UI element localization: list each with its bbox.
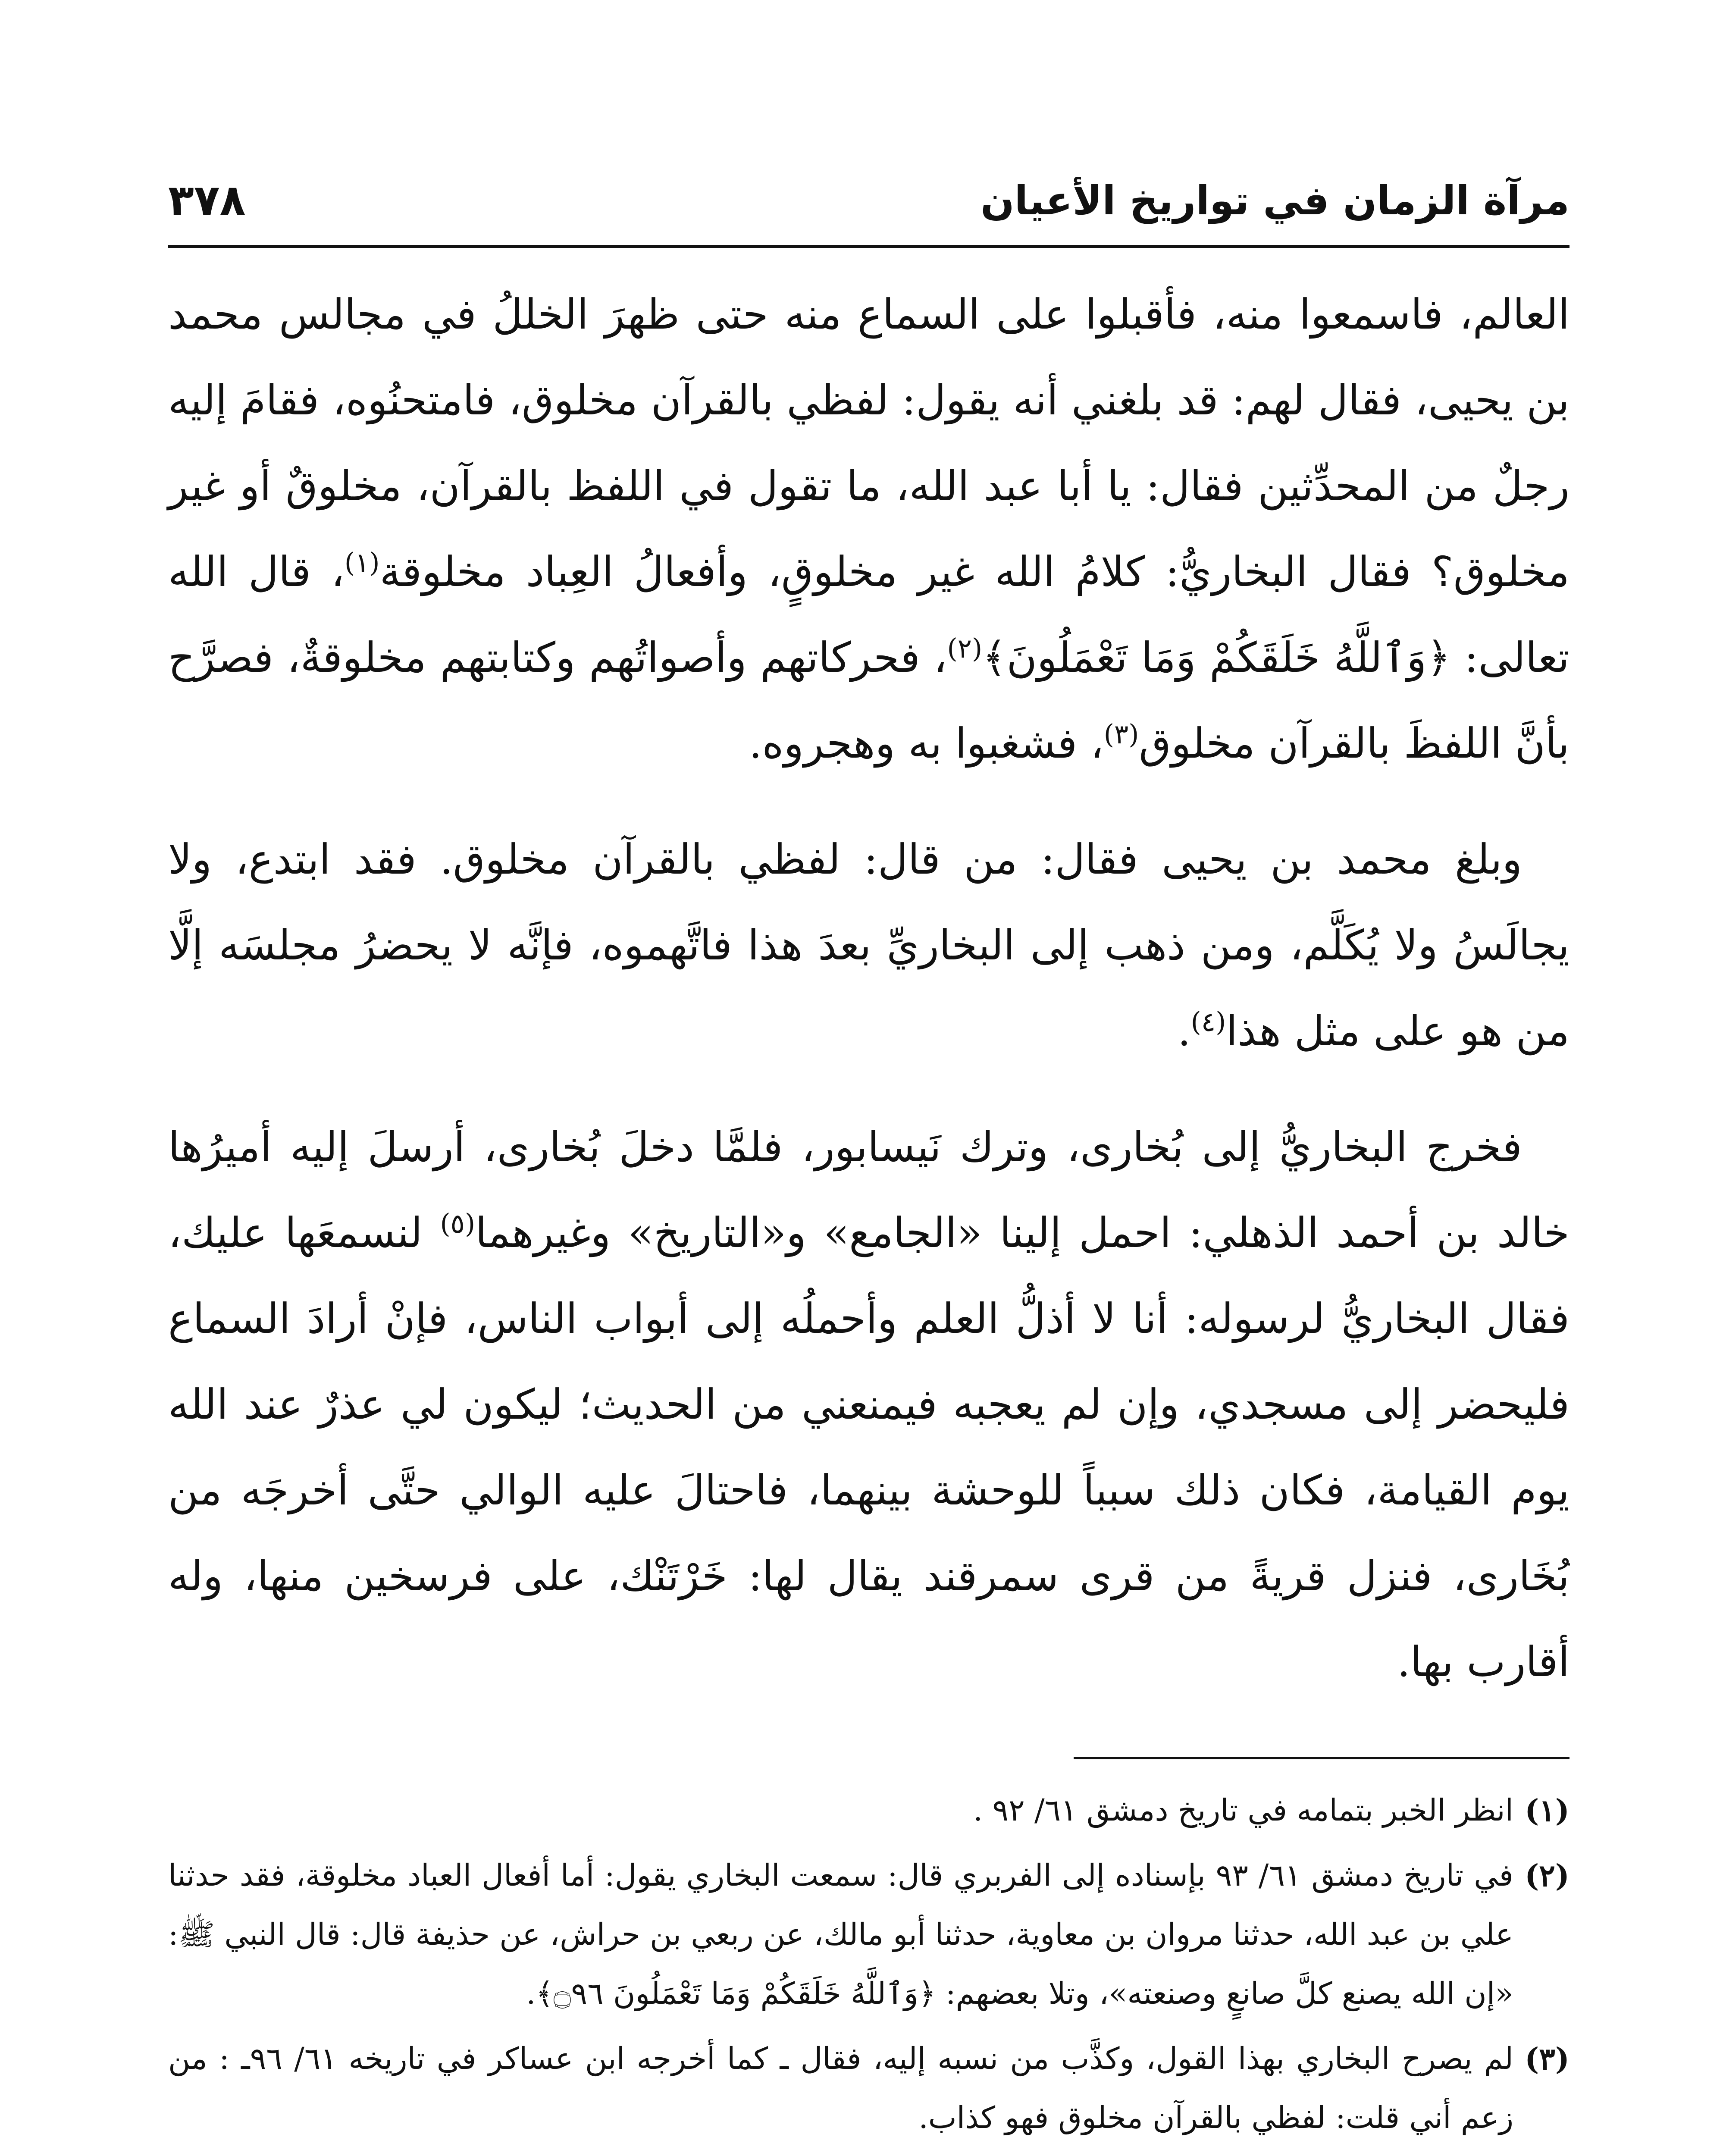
paragraph-3-text-a: فخرج البخاريُّ إلى بُخارى، وترك نَيسابور، فلمَّا دخلَ بُخارى، أرسلَ إليه أميرُها خالد بن أحمد الذهلي: احمل إلينا «الجامع» و«التاريخ» وغيرهما [168, 1123, 1570, 1257]
running-header [168, 164, 1569, 237]
note-ref-5: (٥) [440, 1208, 476, 1239]
paragraph-1-text-a: العالم، فاسمعوا منه، فأقبلوا على السماع منه حتى ظهرَ الخللُ في مجالس محمد بن يحيى، فقال لهم: قد بلغني أنه يقول: لفظي بالقرآن مخلوق، فامتحنُوه، فقامَ إليه رجلٌ من المحدِّثين فقال: يا أبا عبد الله، ما تقول في اللفظ بالقرآن، مخلوقٌ أو غير مخلوق؟ فقال البخاريُّ: كلامُ الله غير مخلوقٍ، وأفعالُ العِباد مخلوقة [168, 290, 1570, 596]
footnote-text [168, 1781, 1513, 1840]
footnote-line [168, 2154, 1513, 2156]
footnote-line: انظر الخبر بتمامه في تاريخ دمشق ٦١/ ٩٢ . [973, 1792, 1513, 1828]
footnote-1 [168, 1781, 1569, 1840]
paragraph-2-text-a: وبلغ محمد بن يحيى فقال: من قال: لفظي بالقرآن مخلوق. فقد ابتدع، ولا يجالَسُ ولا يُكَلَّم، ومن ذهب إلى البخاريِّ بعدَ هذا فاتَّهموه، فإنَّه لا يحضرُ مجلسَه إلَّا من هو على مثل هذا [168, 835, 1569, 1055]
paragraph-3 [168, 1104, 1569, 1705]
footnote-rule [1074, 1757, 1569, 1759]
footnote-2 [168, 1846, 1569, 2023]
footnotes [168, 1781, 1569, 2156]
header-rule [168, 245, 1569, 248]
paragraph-1 [168, 272, 1569, 787]
page-number: ٣٧٨ [168, 176, 246, 225]
running-title: مرآة الزمان في تواريخ الأعيان [981, 177, 1569, 224]
book-page [168, 129, 1569, 2156]
footnote-line: في تاريخ دمشق ٦١/ ٩٣ بإسناده إلى الفربري قال: سمعت البخاري يقول: أما أفعال العباد مخلوقة، فقد حدثنا علي بن عبد الله، حدثنا مروان بن معاوية، حدثنا أبو مالك، عن ربعي بن حراش، عن حذيفة قال: قال النبي ﷺ: «إن الله يصنع كلَّ صانعٍ وصنعته»، وتلا بعضهم: ﴿وَٱللَّهُ خَلَقَكُمْ وَمَا تَعْمَلُونَ ۝٩٦﴾. [168, 1858, 1513, 2011]
paragraph-1-text-d: ، فشغبوا به وهجروه. [749, 719, 1104, 768]
footnote-number: (٢) [1525, 1858, 1569, 1893]
footnote-text [168, 1846, 1513, 2023]
note-ref-4: (٤) [1190, 1006, 1226, 1037]
paragraph-3-text-b: لنسمعَها عليك، فقال البخاريُّ لرسوله: أنا لا أذلُّ العلم وأحملُه إلى أبواب الناس، فإنْ أرادَ السماع فليحضر إلى مسجدي، وإن لم يعجبه فيمنعني من الحديث؛ ليكون لي عذرٌ عند الله يوم القيامة، فكان ذلك سبباً للوحشة بينهما، فاحتالَ عليه الوالي حتَّى أخرجَه من بُخَارى، فنزل قريةً من قرى سمرقند يقال لها: خَرْتَنْك، على فرسخين منها، وله أقارب بها. [168, 1209, 1569, 1686]
footnote-number: (٣) [1525, 2041, 1569, 2077]
paragraph-2 [168, 817, 1569, 1074]
paragraph-1-text-c: ، فحركاتهم وأصواتُهم وكتابتهم مخلوقةٌ، فصرَّح بأنَّ اللفظَ بالقرآن مخلوق [168, 633, 1569, 768]
paragraph-1-text-b: ، قال الله تعالى: ﴿وَٱللَّهُ خَلَقَكُمْ وَمَا تَعْمَلُونَ﴾ [168, 548, 1570, 682]
note-ref-2: (٢) [947, 633, 983, 664]
main-text [168, 272, 1569, 1735]
note-ref-1: (١) [344, 547, 380, 578]
footnote-3 [168, 2029, 1569, 2156]
footnote-number: (١) [1525, 1792, 1569, 1828]
note-ref-3: (٣) [1103, 718, 1139, 750]
footnote-line: لم يصرح البخاري بهذا القول، وكذَّب من نسبه إليه، فقال ـ كما أخرجه ابن عساكر في تاريخه ٦١/ ٩٦ـ : من زعم أني قلت: لفظي بالقرآن مخلوق فهو كذاب. [168, 2041, 1513, 2135]
paragraph-2-text-b: . [1178, 1007, 1191, 1055]
footnote-text [168, 2029, 1513, 2156]
